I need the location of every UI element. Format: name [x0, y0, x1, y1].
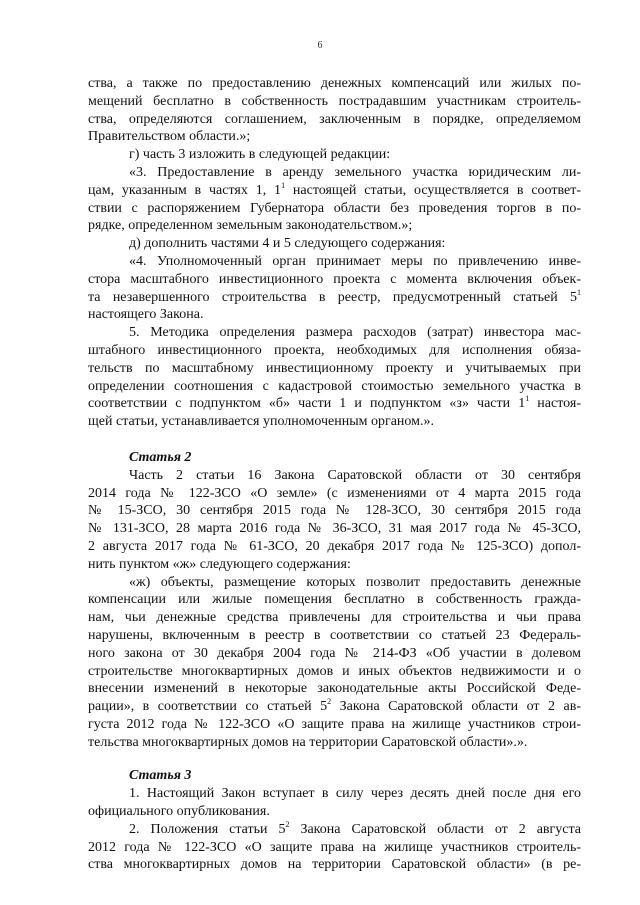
paragraph: 5. Методика определения размера расходов (затрат) инвестора мас- штабного инвестиционного проекта, необходимых для исполнения обяза- тельств по масштабному инвестиционному проекту и учитываемых при определении соотношения с кадастровой стоимостью земельного участка в соответствии с подпунктом «б» части 1 и подпунктом «з» части $1^1$ настоя- щей статьи, устанавливается уполномоченным органом.».: [88, 325, 581, 430]
superscript: 1: [525, 394, 530, 404]
paragraph: «3. Предоставление в аренду земельного участка юридическим ли- цам, указанным в частях 1, $1^1$ настоящей статьи, осуществляется в соответ- ствии с распоряжением Губернатора области без проведения торгов в по- рядке, определенном земельным законодательством.»;: [88, 164, 582, 234]
document-body: [88, 75, 581, 874]
paragraph: «4. Уполномоченный орган принимает меры по привлечению инве- стора масштабного инвестиционного проекта с момента включения объек- та незавершенного строительства в реестр, предусмотренный статьей $5^1$ настоящего Закона.: [88, 253, 581, 323]
article-2-heading: Статья 2: [129, 449, 192, 465]
paragraph: г) часть 3 изложить в следующей редакции:: [129, 147, 391, 163]
article-3-heading: Статья 3: [129, 768, 192, 784]
paragraph: Часть 2 статьи 16 Закона Саратовской области от 30 сентября 2014 года № 122-ЗСО «О земле» (с изменениями от 4 марта 2015 года № 15-ЗСО, 30 сентября 2015 года № 128-ЗСО, 30 сентября 2015 года № 131-ЗСО, 28 марта 2016 года № 36-ЗСО, 31 мая 2017 года № 45-ЗСО, 2 августа 2017 года № 61-ЗСО, 20 декабря 2017 года № 125-ЗСО) допол- нить пунктом «ж» следующего содержания:: [88, 467, 581, 572]
superscript: 1: [281, 180, 286, 190]
superscript: 2: [327, 697, 332, 707]
superscript: 1: [577, 287, 581, 297]
superscript: 2: [285, 819, 290, 829]
paragraph: 2. Положения статьи $5^2$ Закона Саратовской области от 2 августа 2012 года № 122-ЗСО «О защите права на жилище участников строитель- ства многоквартирных домов на территории Саратовской области» (в ре-: [88, 819, 582, 873]
page-number: 6: [317, 40, 323, 51]
paragraph: ства, а также по предоставлению денежных компенсаций или жилых по- мещений бесплатно в собственность пострадавшим участникам строитель- ства, определяются соглашением, заключенным в порядке, определяемом Правительством области.»;: [88, 76, 581, 145]
paragraph: «ж) объекты, размещение которых позволит предоставить денежные компенсации или жилые помещения бесплатно в собственность гражда- нам, чьи денежные средства привлечены для строительства и чьи права нарушены, включенным в реестр в соответствии со статьей 23 Федераль- ного закона от 30 декабря 2004 года № 214-ФЗ «Об участии в долевом строительстве многоквартирных домов и иных объектов недвижимости и о внесении изменений в некоторые законодательные акты Российской Феде- рации», в соответствии со статьей $5^2$ Закона Саратовской области от 2 ав- густа 2012 года № 122-ЗСО «О защите права на жилище участников строи- тельства многоквартирных домов на территории Саратовской области».».: [88, 574, 582, 750]
paragraph: 1. Настоящий Закон вступает в силу через десять дней после дня его официального опубликования.: [88, 786, 581, 820]
paragraph: д) дополнить частями 4 и 5 следующего содержания:: [129, 236, 446, 252]
